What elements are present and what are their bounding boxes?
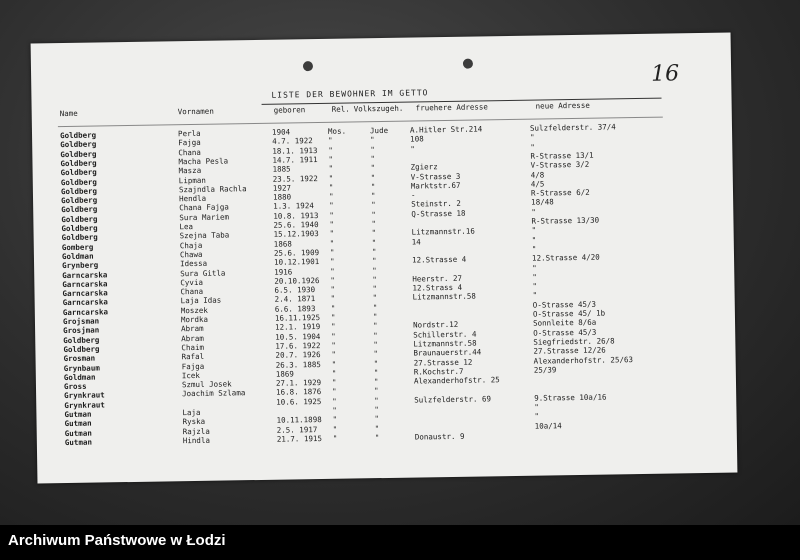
cell-jude: " xyxy=(373,367,379,377)
cell-fruhere: 14 xyxy=(411,237,421,247)
cell-fruhere: Schillerstr. 4 xyxy=(413,329,477,340)
cell-geboren: 10.5. 1904 xyxy=(275,331,321,342)
cell-jude: " xyxy=(374,405,379,415)
cell-fruhere: Marktstr.67 xyxy=(410,180,461,191)
cell-name: Gomberg xyxy=(61,242,94,252)
cell-vorname: Fajga xyxy=(178,138,201,148)
cell-name: Goldberg xyxy=(63,335,100,345)
cell-geboren: 6.6. 1893 xyxy=(274,303,316,314)
cell-rel: " xyxy=(331,359,337,369)
cell-vorname: Laja Idas xyxy=(180,295,222,306)
cell-name: Goldman xyxy=(61,251,94,261)
cell-name: Gross xyxy=(63,381,87,392)
cell-jude: " xyxy=(372,284,378,294)
cell-name: Garncarska xyxy=(62,288,108,299)
cell-rel: " xyxy=(330,275,335,285)
cell-geboren: 26.3. 1885 xyxy=(275,359,321,370)
cell-geboren: 20.7. 1926 xyxy=(275,350,321,360)
cell-name: Goldberg xyxy=(59,130,97,141)
cell-rel: " xyxy=(332,396,337,406)
cell-name: Goldberg xyxy=(61,223,98,234)
cell-neue: 12.Strasse 4/20 xyxy=(531,252,600,263)
cell-geboren: 1868 xyxy=(273,239,292,249)
cell-name: Garncarska xyxy=(62,297,108,308)
cell-name: Goldberg xyxy=(60,177,97,187)
cell-rel: " xyxy=(330,303,336,313)
cell-rel: " xyxy=(329,210,334,220)
cell-rel: " xyxy=(328,154,334,164)
header-fruhere: fruehere Adresse xyxy=(415,102,488,113)
cell-vorname: Chaja xyxy=(179,240,203,250)
cell-fruhere: Alexanderhofstr. 25 xyxy=(413,375,500,386)
cell-jude: " xyxy=(371,228,377,238)
cell-vorname: Rajzla xyxy=(182,426,210,436)
cell-fruhere: V-Strasse 3 xyxy=(410,171,461,182)
cell-rel: " xyxy=(328,136,333,146)
cell-neue: R-Strasse 13/1 xyxy=(530,150,594,161)
cell-fruhere: Heerstr. 27 xyxy=(412,273,463,284)
cell-rel: " xyxy=(331,340,336,350)
header-rel: Rel. xyxy=(331,104,350,114)
cell-vorname: Sura Mariem xyxy=(179,212,230,222)
cell-geboren: 17.6. 1922 xyxy=(275,340,321,351)
cell-vorname: Abram xyxy=(181,333,204,343)
cell-geboren: 1885 xyxy=(272,164,291,174)
cell-geboren: 16.11.1925 xyxy=(274,313,321,323)
cell-jude: " xyxy=(371,209,376,219)
cell-neue: " xyxy=(532,272,537,282)
cell-neue: R-Strasse 13/30 xyxy=(531,215,600,226)
cell-jude: " xyxy=(370,191,376,201)
cell-rel: " xyxy=(331,368,337,378)
cell-geboren: 1927 xyxy=(272,183,292,193)
cell-fruhere: Braunauerstr.44 xyxy=(413,347,482,358)
cell-name: Gutman xyxy=(64,418,92,429)
cell-name: Goldberg xyxy=(60,186,98,196)
cell-jude: " xyxy=(370,181,376,191)
cell-neue: " xyxy=(534,411,540,421)
cell-neue: 9.Strasse 10a/16 xyxy=(534,392,607,403)
cell-rel: " xyxy=(332,405,337,415)
cell-neue: " xyxy=(531,244,537,254)
cell-jude: " xyxy=(370,144,375,154)
cell-rel: Mos. xyxy=(327,126,347,136)
cell-rel: " xyxy=(332,424,338,434)
cell-jude: " xyxy=(371,256,377,266)
cell-rel: " xyxy=(331,331,336,341)
cell-rel: " xyxy=(329,229,335,239)
cell-fruhere: R.Kochstr.7 xyxy=(413,366,464,377)
cell-vorname: Chana Fajga xyxy=(179,202,229,213)
cell-geboren: 25.6. 1940 xyxy=(273,220,319,230)
cell-neue: " xyxy=(532,281,538,291)
cell-rel: " xyxy=(328,163,334,174)
cell-geboren: 1.3. 1924 xyxy=(273,201,314,212)
cell-name: Garncarska xyxy=(62,307,109,317)
cell-name: Grynbaum xyxy=(63,362,100,373)
cell-geboren: 10.6. 1925 xyxy=(276,396,322,407)
cell-neue: " xyxy=(530,142,535,152)
cell-geboren: 20.10.1926 xyxy=(274,275,320,286)
cell-neue: 4/8 xyxy=(530,169,545,180)
cell-vorname: Lea xyxy=(179,221,194,232)
cell-neue: 27.Strasse 12/26 xyxy=(533,345,606,356)
cell-fruhere: Litzmannstr.58 xyxy=(413,338,477,349)
cell-rel: " xyxy=(331,349,337,360)
cell-neue: Sonnleite 8/6a xyxy=(532,317,597,328)
cell-jude: " xyxy=(372,312,378,322)
cell-vorname: Rafal xyxy=(181,352,205,362)
cell-jude: " xyxy=(370,163,376,173)
cell-geboren: 10.12.1901 xyxy=(273,257,320,267)
cell-jude: " xyxy=(373,358,379,368)
cell-jude: " xyxy=(374,414,380,424)
cell-fruhere: 27.Strasse 12 xyxy=(413,357,473,368)
cell-neue: " xyxy=(534,402,539,412)
cell-vorname: Idessa xyxy=(179,258,208,269)
document-sheet xyxy=(31,33,738,484)
cell-rel: " xyxy=(328,182,334,192)
cell-vorname: Chana xyxy=(178,147,201,157)
cell-rel: " xyxy=(331,377,337,387)
cell-jude: " xyxy=(372,302,378,312)
cell-geboren: 1904 xyxy=(271,127,291,137)
cell-vorname: Chana xyxy=(180,286,204,297)
cell-geboren: 6.5. 1930 xyxy=(274,285,316,295)
cell-rel: " xyxy=(328,145,333,155)
cell-jude: " xyxy=(371,237,377,247)
cell-fruhere: Sulzfelderstr. 69 xyxy=(414,394,492,405)
cell-jude: " xyxy=(370,154,376,164)
cell-jude: " xyxy=(371,200,376,210)
cell-fruhere: Q-Strasse 18 xyxy=(411,208,466,219)
cell-rel: " xyxy=(331,322,336,332)
cell-name: Goldberg xyxy=(60,158,97,168)
cell-jude: " xyxy=(373,377,379,387)
cell-neue: O-Strasse 45/ 1b xyxy=(532,308,606,319)
cell-geboren: 25.6. 1909 xyxy=(273,247,320,258)
cell-vorname: Perla xyxy=(177,128,201,139)
cell-geboren: 14.7. 1911 xyxy=(272,154,318,165)
cell-jude: " xyxy=(372,321,378,331)
cell-name: Grosman xyxy=(63,353,96,364)
cell-vorname: Icek xyxy=(181,370,200,380)
cell-name: Garncarska xyxy=(62,279,108,289)
cell-rel: " xyxy=(330,294,336,304)
cell-jude: Jude xyxy=(369,125,389,136)
cell-vorname: Joachim Szlama xyxy=(182,388,246,399)
cell-rel: " xyxy=(330,312,336,322)
cell-geboren: 18.1. 1913 xyxy=(272,145,318,156)
header-geboren: geboren xyxy=(273,105,306,115)
cell-vorname: Cyvia xyxy=(180,277,204,287)
footer-bar xyxy=(0,525,800,560)
cell-rel: " xyxy=(328,173,334,183)
cell-geboren: 2.4. 1871 xyxy=(274,294,316,305)
page-number: 16 xyxy=(650,61,680,87)
cell-fruhere: Zgierz xyxy=(410,162,438,172)
cell-neue: " xyxy=(531,207,536,217)
cell-name: Gutman xyxy=(64,437,93,447)
cell-neue: Sulzfelderstr. 37/4 xyxy=(529,122,616,133)
cell-vorname: Sura Gitla xyxy=(180,267,226,278)
header-vorname: Vornamen xyxy=(177,106,214,117)
cell-jude: " xyxy=(371,219,377,229)
cell-name: Goldberg xyxy=(61,204,98,215)
cell-name: Goldberg xyxy=(60,139,97,150)
cell-name: Grojsman xyxy=(62,316,100,327)
cell-geboren: 15.12.1903 xyxy=(273,229,319,240)
archive-credit: Archiwum Państwowe w Łodzi xyxy=(8,532,226,549)
cell-vorname: Szajndla Rachla xyxy=(178,183,247,195)
cell-jude: " xyxy=(370,172,376,182)
cell-neue: V-Strasse 3/2 xyxy=(530,159,590,170)
cell-fruhere: A.Hitler Str.214 xyxy=(409,124,483,135)
cell-vorname: Chawa xyxy=(179,249,203,260)
cell-name: Goldberg xyxy=(61,232,98,243)
cell-jude: " xyxy=(374,395,379,405)
cell-rel: " xyxy=(332,415,338,425)
cell-neue: Alexanderhofstr. 25/63 xyxy=(533,354,634,366)
cell-vorname: Masza xyxy=(178,166,202,176)
cell-vorname: Abram xyxy=(181,324,204,334)
cell-fruhere: Nordstr.12 xyxy=(412,320,459,330)
cell-name: Gutman xyxy=(64,409,92,420)
document-title: LISTE DER BEWOHNER IM GETTO xyxy=(271,88,429,100)
cell-vorname: Hendla xyxy=(178,193,207,204)
header-volkszugeh: Volkszugeh. xyxy=(353,103,404,114)
cell-vorname: Lipman xyxy=(178,175,206,185)
cell-vorname: Szejna Taba xyxy=(179,230,230,241)
cell-jude: " xyxy=(373,339,378,350)
cell-name: Goldman xyxy=(63,372,96,382)
cell-geboren: 10.8. 1913 xyxy=(273,210,319,221)
cell-vorname: Moszek xyxy=(180,305,208,315)
cell-vorname: Chaim xyxy=(181,342,205,353)
cell-jude: " xyxy=(372,293,378,303)
cell-fruhere: Steinstr. 2 xyxy=(411,199,461,209)
cell-geboren: 1880 xyxy=(272,192,292,202)
cell-neue: O-Strasse 45/3 xyxy=(533,327,597,338)
cell-vorname: Ryska xyxy=(182,417,206,427)
cell-jude: " xyxy=(371,247,377,257)
cell-neue: " xyxy=(530,132,535,142)
cell-neue: Siegfriedstr. 26/8 xyxy=(533,336,615,347)
cell-rel: " xyxy=(332,433,338,443)
cell-neue: " xyxy=(531,225,537,235)
cell-jude: " xyxy=(374,432,380,443)
cell-vorname: Mordka xyxy=(180,314,209,325)
cell-vorname: Fajga xyxy=(181,361,205,371)
cell-rel: " xyxy=(332,387,337,397)
cell-neue: " xyxy=(532,290,538,301)
cell-geboren: 10.11.1898 xyxy=(276,415,322,426)
cell-name: Goldberg xyxy=(60,195,98,206)
cell-name: Garncarska xyxy=(62,269,108,280)
cell-neue: R-Strasse 6/2 xyxy=(530,187,590,198)
cell-vorname: Laja xyxy=(182,407,201,418)
cell-neue: 4/5 xyxy=(530,179,545,189)
cell-jude: " xyxy=(370,135,375,145)
cell-fruhere: - xyxy=(410,190,416,200)
cell-jude: " xyxy=(373,349,379,359)
cell-jude: " xyxy=(374,423,380,433)
cell-name: Grynkraut xyxy=(64,390,105,401)
cell-rel: " xyxy=(329,219,335,229)
cell-neue: 10a/14 xyxy=(534,420,562,431)
cell-fruhere: 12.Strasse 4 xyxy=(411,254,467,265)
cell-name: Gutman xyxy=(64,428,92,438)
cell-geboren: 27.1. 1929 xyxy=(275,378,322,388)
cell-fruhere: Donaustr. 9 xyxy=(414,431,465,442)
cell-fruhere: 12.Strass 4 xyxy=(412,282,463,293)
cell-name: Grynberg xyxy=(62,260,99,271)
cell-vorname: Macha Pesla xyxy=(178,156,229,167)
cell-neue: O-Strasse 45/3 xyxy=(532,299,597,310)
punch-hole xyxy=(303,61,313,71)
cell-jude: " xyxy=(372,265,377,275)
cell-name: Grosjman xyxy=(63,325,100,336)
cell-name: Goldberg xyxy=(60,167,97,178)
punch-hole xyxy=(463,59,473,69)
cell-geboren: 12.1. 1919 xyxy=(275,322,321,333)
header-neue: neue Adresse xyxy=(535,100,590,111)
cell-name: Goldberg xyxy=(60,149,97,159)
cell-neue: 18/48 xyxy=(531,197,554,208)
cell-vorname: Szmul Josek xyxy=(181,379,232,390)
cell-geboren: 1869 xyxy=(275,369,294,379)
cell-name: Goldberg xyxy=(61,214,98,224)
cell-geboren: 16.8. 1876 xyxy=(276,387,322,398)
cell-geboren: 1916 xyxy=(274,266,293,277)
cell-jude: " xyxy=(373,330,378,340)
cell-name: Goldberg xyxy=(63,344,100,354)
cell-rel: " xyxy=(329,256,335,267)
cell-rel: " xyxy=(329,238,335,248)
cell-jude: " xyxy=(372,274,377,284)
cell-fruhere: Litzmannstr.58 xyxy=(412,291,476,302)
cell-geboren: 2.5. 1917 xyxy=(276,424,318,435)
cell-vorname: Hindla xyxy=(182,435,211,446)
header-name: Name xyxy=(59,108,78,119)
cell-neue: " xyxy=(531,235,537,245)
cell-fruhere: 108 xyxy=(410,134,424,144)
cell-name: Grynkraut xyxy=(64,400,105,410)
cell-neue: " xyxy=(532,263,537,273)
cell-rel: " xyxy=(330,284,336,294)
cell-rel: " xyxy=(329,247,335,257)
cell-jude: " xyxy=(374,386,379,396)
cell-rel: " xyxy=(328,191,334,201)
cell-fruhere: Litzmannstr.16 xyxy=(411,226,475,237)
cell-fruhere: " xyxy=(410,144,415,154)
cell-geboren: 4.7. 1922 xyxy=(272,136,313,147)
cell-rel: " xyxy=(329,201,334,211)
cell-neue: 25/39 xyxy=(533,365,557,375)
cell-geboren: 21.7. 1915 xyxy=(276,433,323,444)
cell-geboren: 23.5. 1922 xyxy=(272,173,318,184)
cell-rel: " xyxy=(330,266,335,276)
